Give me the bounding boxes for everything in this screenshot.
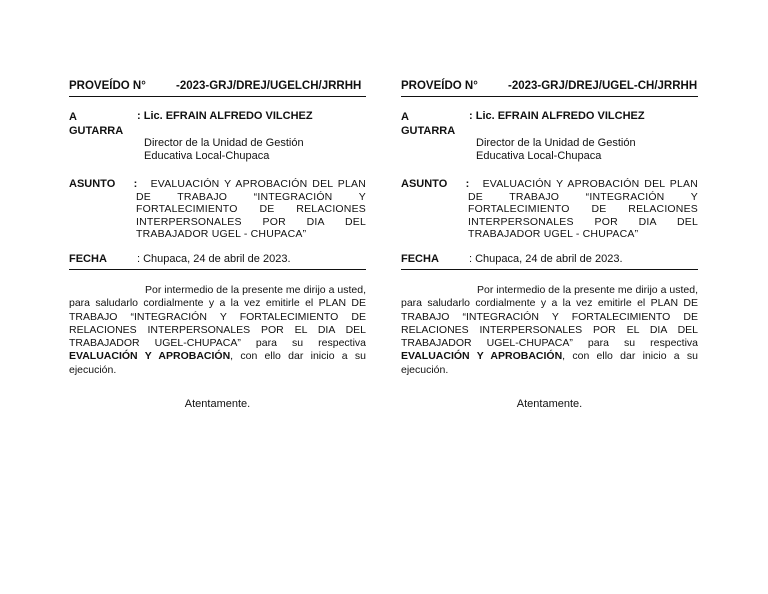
closing-text: Atentamente. [184,398,251,410]
subject-text-content: EVALUACIÓN Y APROBACIÓN DEL PLAN DE TRABAJO “INTEGRACIÓN Y FORTALECIMIENTO DE RELACIONES INTERPERSONALES POR DIA DEL TRABAJADOR UGEL - CHUPACA” [136,178,366,240]
addressee-name: : Lic. EFRAIN ALFREDO VILCHEZ [469,110,645,122]
subject-label-text: ASUNTO [69,178,116,190]
subject-colon: : [465,178,470,190]
proveido-right [401,80,698,410]
body-bold: EVALUACIÓN Y APROBACIÓN [401,350,563,363]
header-code: -2023-GRJ/DREJ/UGELCH/JRRHH [176,80,362,92]
body-part-1: Por intermedio de la presente me dirijo a usted, para saludarlo cordialmente y a la vez emitirle el PLAN DE TRABAJO “INTEGRACIÓN Y FORTALECIMIENTO DE RELACIONES INTERPERSONALES POR EL DIA DEL TRABAJADOR UGEL-CHUPACA” para su respectiva [69,284,366,350]
subject-label [69,178,137,190]
body-part-2: , con ello dar inicio a su ejecución. [69,350,366,376]
addressee-label: A GUTARRA [69,111,124,137]
addressee-title-line-2: Educativa Local-Chupaca [144,150,270,162]
subject-text [465,178,698,241]
addressee-label: A GUTARRA [401,111,456,137]
header-prefix: PROVEÍDO N° [69,80,146,92]
header-prefix: PROVEÍDO N° [401,80,478,92]
addressee-title [144,137,304,163]
addressee-title-line-1: Director de la Unidad de Gestión [476,137,636,149]
subject-label-text: ASUNTO [401,178,448,190]
header-underline [69,96,366,97]
subject-label [401,178,469,190]
body-bold: EVALUACIÓN Y APROBACIÓN [69,350,231,363]
header-line [401,80,698,96]
date-label: FECHA [69,253,107,265]
date-underline [69,269,366,270]
body-part-2: , con ello dar inicio a su ejecución. [401,350,698,376]
header-underline [401,96,698,97]
closing-text: Atentamente. [516,398,583,410]
body-paragraph [69,284,366,377]
date-underline [401,269,698,270]
body-paragraph [401,284,698,377]
subject-text [133,178,366,241]
subject-colon: : [133,178,138,190]
date-text: : Chupaca, 24 de abril de 2023. [137,253,291,265]
addressee-title [476,137,636,163]
body-part-1: Por intermedio de la presente me dirijo a usted, para saludarlo cordialmente y a la vez emitirle el PLAN DE TRABAJO “INTEGRACIÓN Y FORTALECIMIENTO DE RELACIONES INTERPERSONALES POR EL DIA DEL TRABAJADOR UGEL-CHUPACA” para su respectiva [401,284,698,350]
proveido-left [69,80,366,410]
date-label: FECHA [401,253,439,265]
date-text: : Chupaca, 24 de abril de 2023. [469,253,623,265]
addressee-name: : Lic. EFRAIN ALFREDO VILCHEZ [137,110,313,122]
addressee-title-line-2: Educativa Local-Chupaca [476,150,602,162]
subject-text-content: EVALUACIÓN Y APROBACIÓN DEL PLAN DE TRABAJO “INTEGRACIÓN Y FORTALECIMIENTO DE RELACIONES INTERPERSONALES POR DIA DEL TRABAJADOR UGEL - CHUPACA” [468,178,698,240]
header-code: -2023-GRJ/DREJ/UGEL-CH/JRRHH [508,80,698,92]
addressee-title-line-1: Director de la Unidad de Gestión [144,137,304,149]
header-line [69,80,366,96]
